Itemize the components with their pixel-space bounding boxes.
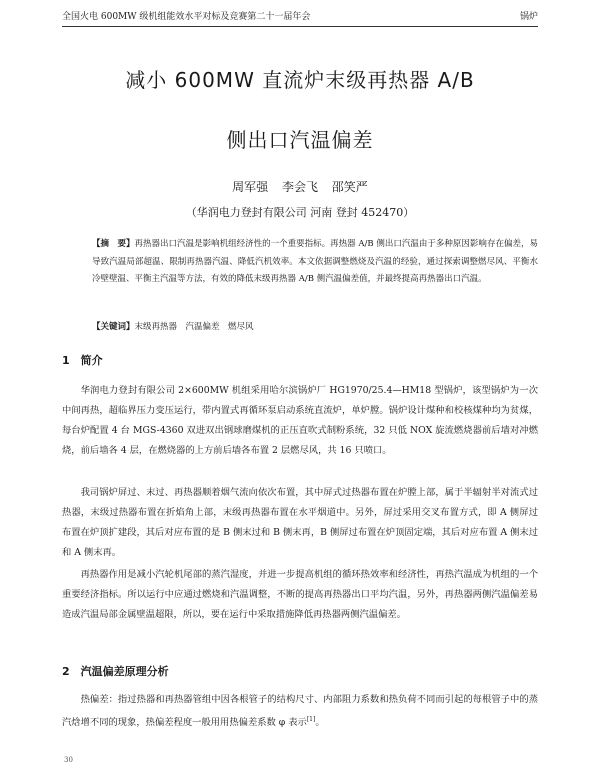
paragraph-principle-1 (62, 690, 538, 733)
keywords-text: 末级再热器 汽温偏差 燃尽风 (134, 322, 254, 332)
section-heading-intro: 1 简介 (62, 354, 103, 367)
paragraph-principle-end: 。 (315, 717, 325, 729)
page-number: 30 (64, 756, 73, 764)
affiliation: （华润电力登封有限公司 河南 登封 452470） (185, 206, 415, 219)
section-heading-principle: 2 汽温偏差原理分析 (62, 665, 169, 678)
abstract-text: 再热器出口汽温是影响机组经济性的一个重要指标。再热器 A/B 侧出口汽温由于多种原因影响存在偏差，易导致汽温局部超温、限制再热器汽温、降低汽机效率。本文依据调整燃烧及汽温的经验，通过探索调整燃尽风、平衡水冷壁壁温、平衡主汽温等方法，有效的降低末级再热器 A/B 侧汽温偏差值，并最终提高再热器出口汽温。 (92, 239, 538, 284)
header-conference: 全国火电 600MW 级机组能效水平对标及竞赛第二十一届年会 (62, 12, 311, 22)
paragraph-intro-2: 我司锅炉屏过、末过、再热器顺着烟气流向依次布置，其中屏式过热器布置在炉膛上部，属于半辐射半对流式过热器，末级过热器布置在折焰角上部，末级再热器布置在水平烟道中。另外，屏过采用交叉布置方式，即 A 侧屏过布置在炉顶扩建段，其后对应布置的是 B 侧末过和 B 侧末再，B 侧屏过布置在炉顶固定端，其后对应布置 A 侧末过和 A 侧末再。 (62, 487, 538, 558)
running-header (62, 10, 538, 27)
abstract-label: 【摘 要】 (92, 239, 135, 249)
citation-ref: [1] (306, 716, 316, 723)
paper-title-line1: 减小 600MW 直流炉末级再热器 A/B (125, 68, 475, 92)
paragraph-principle-text: 热偏差：指过热器和再热器管组中因各根管子的结构尺寸、内部阻力系数和热负荷不同而引起的每根管子中的蒸汽焓增不同的现象，热偏差程度一般用用热偏差系数 φ 表示 (62, 694, 538, 729)
abstract (92, 236, 538, 289)
paragraph-intro-1: 华润电力登封有限公司 2×600MW 机组采用哈尔滨锅炉厂 HG1970/25.4—HM18 型锅炉，该型锅炉为一次中间再热，超临界压力变压运行，带内置式再循环泵启动系统直流炉，单炉膛。锅炉设计煤种和校核煤种均为贫煤，每台炉配置 4 台 MGS-4360 双进双出钢球磨煤机的正压直吹式制粉系统，32 只低 NOX 旋流燃烧器前后墙对冲燃烧，前后墙各 4 层，在燃烧器的上方前后墙各布置 2 层燃尽风，共 16 只喷口。 (62, 385, 538, 456)
authors: 周军强 李会飞 邵笑严 (232, 180, 368, 194)
keywords-label: 【关键词】 (92, 322, 135, 332)
header-section: 锅炉 (519, 12, 538, 22)
paper-title-line2: 侧出口汽温偏差 (226, 128, 374, 152)
keywords (92, 320, 538, 334)
paragraph-intro-3: 再热器作用是减小汽轮机尾部的蒸汽湿度，并进一步提高机组的循环热效率和经济性，再热汽温成为机组的一个重要经济指标。所以运行中应通过燃烧和汽温调整，不断的提高再热器出口平均汽温，另外，再热器两侧汽温偏差易造成汽温局部金属壁温超限，所以，要在运行中采取措施降低再热器两侧汽温偏差。 (62, 569, 538, 620)
